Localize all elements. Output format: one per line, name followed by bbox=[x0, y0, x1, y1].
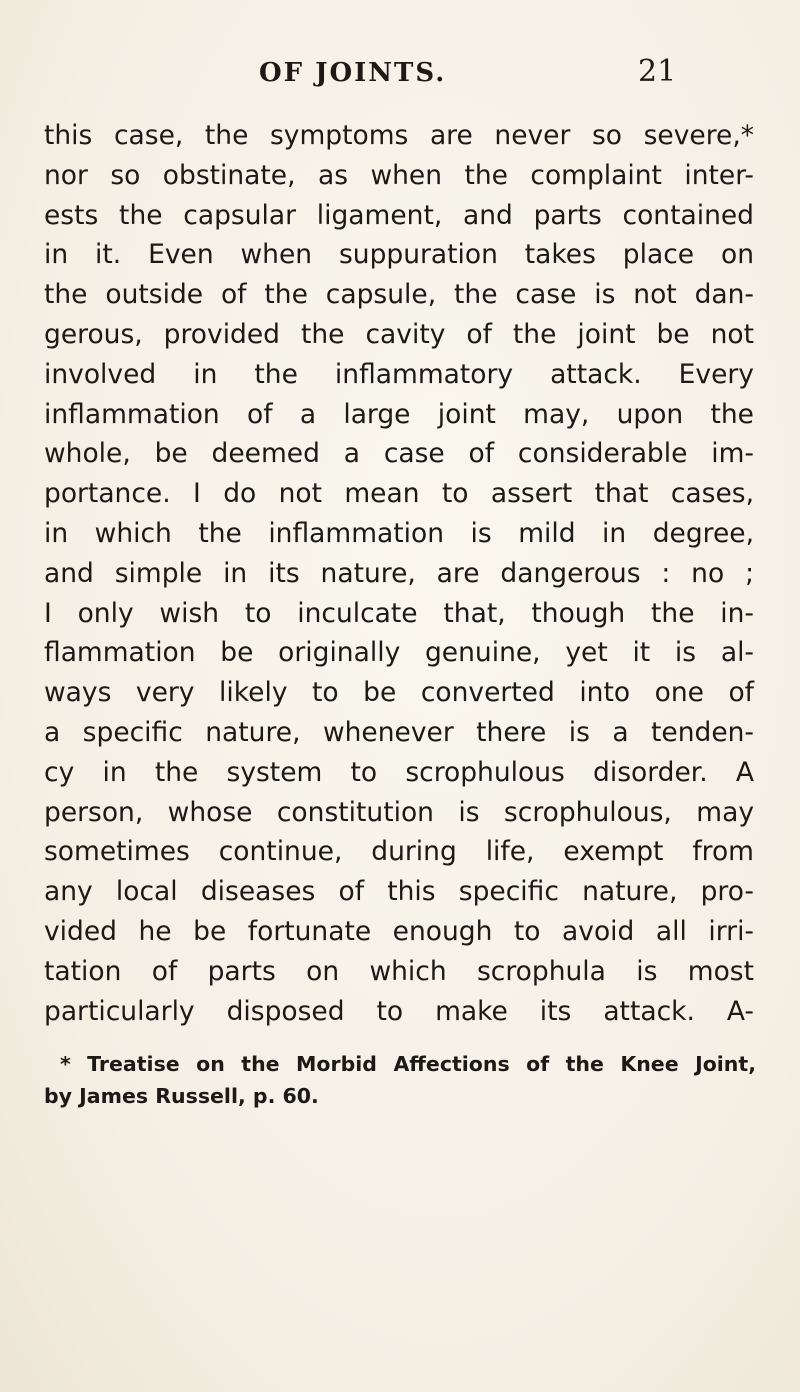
text-line: I only wish to inculcate that, though the in- bbox=[44, 597, 754, 629]
text-line: nor so obstinate, as when the complaint inter- bbox=[44, 159, 754, 191]
text-line: in which the inflammation is mild in degree, bbox=[44, 517, 754, 549]
text-line: the outside of the capsule, the case is not dan- bbox=[44, 279, 754, 311]
text-line: in it. Even when suppuration takes place on bbox=[44, 239, 754, 271]
text-line: sometimes continue, during life, exempt from bbox=[44, 836, 754, 868]
page-header bbox=[0, 54, 800, 98]
footnote bbox=[44, 1048, 756, 1112]
text-line: gerous, provided the cavity of the joint be not bbox=[44, 318, 754, 350]
page-number: 21 bbox=[638, 54, 677, 89]
footnote-line: * Treatise on the Morbid Affections of the Knee Joint, bbox=[60, 1052, 756, 1076]
text-line: portance. I do not mean to assert that cases, bbox=[44, 478, 754, 510]
text-line: a specific nature, whenever there is a tenden- bbox=[44, 716, 754, 748]
body-text bbox=[44, 116, 754, 1031]
text-line: and simple in its nature, are dangerous : no ; bbox=[44, 557, 754, 589]
text-line: flammation be originally genuine, yet it is al- bbox=[44, 637, 754, 669]
text-line: tation of parts on which scrophula is most bbox=[44, 955, 754, 987]
text-line: ests the capsular ligament, and parts contained bbox=[44, 199, 754, 231]
running-head: OF JOINTS. bbox=[259, 58, 447, 88]
text-line: cy in the system to scrophulous disorder. A bbox=[44, 756, 754, 788]
text-line: involved in the inflammatory attack. Every bbox=[44, 358, 754, 390]
footnote-line: by James Russell, p. 60. bbox=[44, 1084, 319, 1108]
text-line: ways very likely to be converted into one of bbox=[44, 677, 754, 709]
text-line: inflammation of a large joint may, upon the bbox=[44, 398, 754, 430]
text-line: vided he be fortunate enough to avoid all irri- bbox=[44, 915, 754, 947]
text-line: whole, be deemed a case of considerable im- bbox=[44, 438, 754, 470]
text-line: this case, the symptoms are never so severe,* bbox=[44, 120, 754, 151]
text-line: person, whose constitution is scrophulous, may bbox=[44, 796, 754, 828]
text-line: any local diseases of this specific nature, pro- bbox=[44, 876, 754, 908]
text-line: particularly disposed to make its attack. A- bbox=[44, 995, 754, 1027]
